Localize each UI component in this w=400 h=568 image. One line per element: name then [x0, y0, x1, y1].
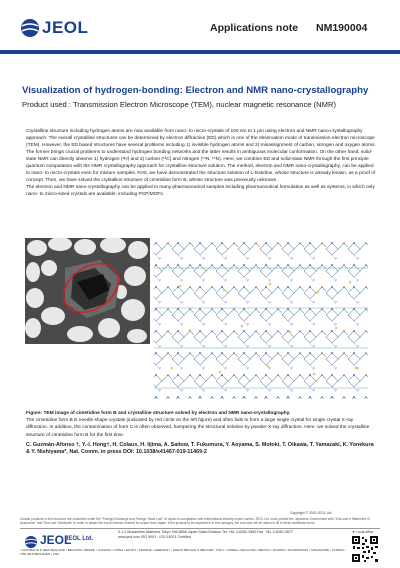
header-divider [0, 50, 400, 54]
body-text [26, 128, 378, 198]
address-line: www.jeol.com ISO 9001 · ISO 14001 Certified [118, 534, 191, 539]
qr-code[interactable] [351, 535, 379, 563]
authors-citation: C. Guzmán-Afonso †, Y.-l. Hong†, H. Colaux, H. Iijima, A. Saitow, T. Fukumura, Y. Aoyama, S. Motoki, T. Oikawa, T. Yamazaki, K. Yonekura & Y. Nishiyama*, Nat. Comm. in press DOI: 10.1038/s41467-019-11469-2 [26, 442, 374, 456]
product-used: Product used : Transmission Electron Microscope (TEM), nuclear magnetic resonance (NMR) [22, 100, 336, 109]
doc-type-label: Applications note [210, 22, 299, 34]
figure-caption [26, 410, 376, 439]
company-address [118, 530, 333, 540]
company-name: JEOL Ltd. [65, 536, 94, 542]
jeol-globe-icon [24, 535, 38, 549]
body-paragraph: Crystalline structure including hydrogen atoms are now available from nano- to micro-crystals of 100 nm to 1 μm using electron and NMR nano-crystallography approach. The overall crystalline structures can be determined by electron diffraction (ED) which is one of the observation mode of transmission electron microscope (TEM). However, the ED based structures have several problems including 1) invisible hydrogen atoms and 2) misassignment of carbon, nitrogen and oxygen atoms. The former brings crucial problems to understand hydrogen bonding networks and the latter results in ambiguous molecular conformation. On the other hand, solid-state NMR can directly observe 1) hydrogen (¹H) and 2) carbon (¹³C) and nitrogen (¹⁴N, ¹⁵N). Here, we combine ED and solid-state NMR through the first principle quantum computation with the NMR crystallography approach for crystalline structure solution. The method, electron and NMR nano-crystallography, can be applied to nano- to micro-crystals even for mixture samples. First, we have demonstrated the structure solution of L-histidine, whose structure is already known, as a proof of concept. Then, we have solved the crystalline structure of cimetidine form B, whose structure was previously unknown. [26, 129, 376, 184]
qr-label: ▼ Local office [352, 530, 374, 534]
footer-logo-wordmark: JEOL [40, 533, 72, 547]
tem-image [25, 238, 150, 344]
figure-caption-text: The cimetidine form B is needle shape crystals (indicated by red circle on the left figure) and often fails to form a large single crystal for single crystal X-ray diffraction. In addition, the contamination of form C is often observed, hampering the structural solution by powder X-ray diffraction. Here, we solved the crystalline structure of cimetidine form B for the first time. [26, 418, 370, 438]
export-disclaimer: Certain products in this brochure are controlled under the "Foreign Exchange and Foreign Trade Law" of Japan in compliance with international security export control. JEOL Ltd. must provide the Japanese Government with "End-user's Statement of Assurance" and "End-use Certificate" in order to obtain the export license needed for export from Japan. If the product to be exported is in this category, the end user will be asked to fill in these certificate forms. [20, 517, 370, 526]
figure-caption-title: Figure: TEM image of cimetidine form B and crystalline structure solved by electron and NMR nano-crystallography. [26, 411, 291, 416]
address-line: 3-1-2 Musashino Akishima Tokyo 196-8558 Japan Sales Division Tel. +81-3-6262-3560 Fax. +81-3-6262-3577 [118, 530, 293, 534]
header [0, 0, 400, 60]
jeol-logo [20, 17, 89, 39]
doc-id: NM190004 [316, 22, 368, 34]
copyright: Copyright © 2019 JEOL Ltd. [290, 511, 333, 515]
body-paragraph: The electron and NMR nano-crystallography can be applied to many pharmaceutical samples including pharmaceutical formulation as well as systems, in which only nano- to micro-sized crystals are available, including PCP/MOFs. [26, 185, 375, 198]
page-title: Visualization of hydrogen-bonding: Electron and NMR nano-crystallography [22, 85, 369, 96]
footer-divider [20, 528, 380, 529]
jeol-globe-icon [20, 17, 44, 39]
crystal-structure-image [150, 238, 372, 403]
logo-wordmark: JEOL [42, 18, 89, 37]
country-list: • AUSTRALIA & NEW ZEALAND • BELGIUM • BRAZIL • CANADA • CHINA • EGYPT • FRANCE • GERMANY • GREAT BRITAIN & IRELAND • ITALY • KOREA • MALAYSIA • MEXICO • RUSSIA • SCANDINAVIA • SINGAPORE • TAIWAN • THE NETHERLANDS • USA [20, 548, 346, 557]
